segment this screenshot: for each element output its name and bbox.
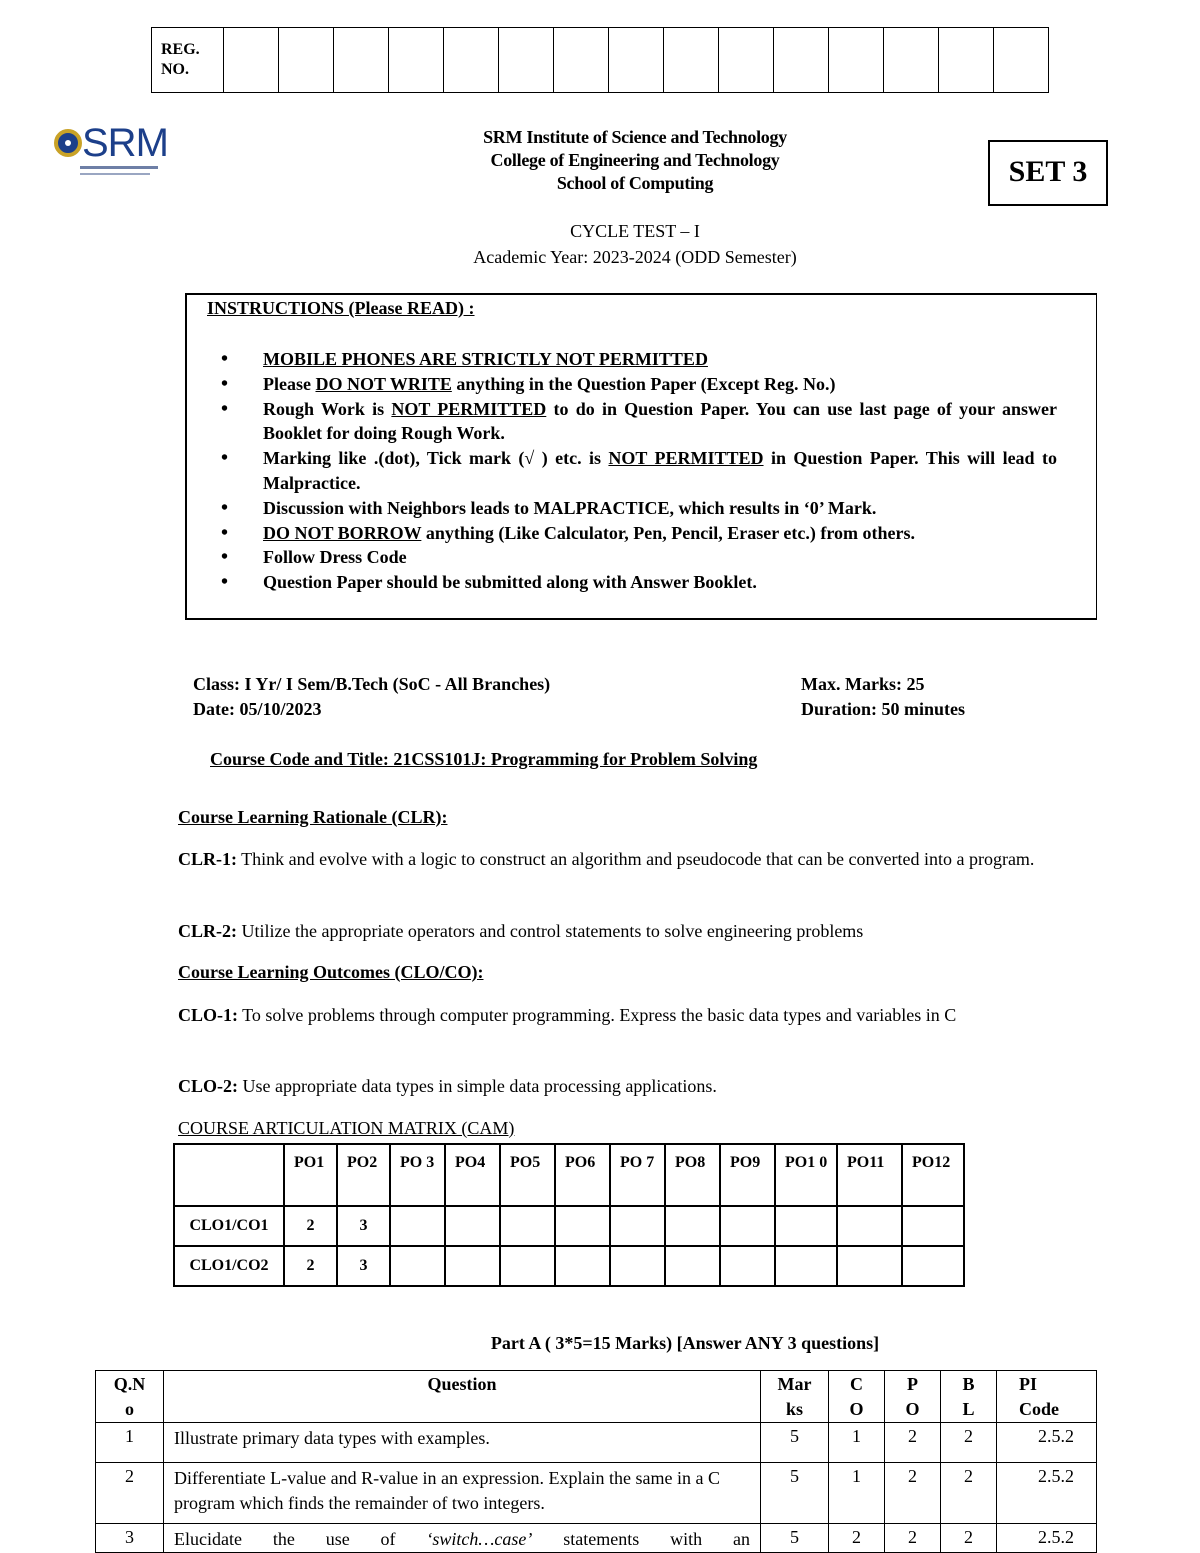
course-title: Course Code and Title: 21CSS101J: Programming for Problem Solving — [210, 749, 758, 769]
cam-cell — [665, 1246, 720, 1286]
reg-no-box — [334, 28, 389, 93]
question-bl: 2 — [941, 1423, 997, 1463]
reg-no-box — [719, 28, 774, 93]
cam-cell — [555, 1246, 610, 1286]
question-bl: 2 — [941, 1524, 997, 1553]
cam-cell — [902, 1206, 964, 1246]
cam-cell — [500, 1206, 555, 1246]
reg-no-box — [389, 28, 444, 93]
cam-header-cell — [284, 1144, 337, 1206]
logo-underline — [80, 166, 158, 169]
clr-1 — [178, 845, 1128, 873]
question-po: 2 — [885, 1463, 941, 1524]
instruction-text: anything (Like Calculator, Pen, Pencil, Eraser etc.) from others. — [421, 522, 915, 543]
question-number: 1 — [96, 1423, 164, 1463]
instruction-item — [187, 397, 1057, 447]
reg-no-box — [884, 28, 939, 93]
instruction-text: to do in Question Paper. You can use last page of your answer Booklet for doing Rough Work. — [263, 398, 1058, 444]
cam-cell — [720, 1206, 775, 1246]
clr-2-text: Utilize the appropriate operators and control statements to solve engineering problems — [237, 921, 864, 941]
cam-cell — [555, 1206, 610, 1246]
cam-cell — [390, 1206, 445, 1246]
cam-cell — [390, 1246, 445, 1286]
question-po: 2 — [885, 1524, 941, 1553]
clr-1-text: Think and evolve with a logic to construct an algorithm and pseudocode that can be converted into a program. — [237, 849, 1035, 869]
question-text — [164, 1524, 761, 1553]
reg-no-box — [774, 28, 829, 93]
cam-cell — [837, 1206, 902, 1246]
part-a-header-cell: Mar ks — [761, 1371, 829, 1423]
clr-heading: Course Learning Rationale (CLR): — [178, 807, 448, 827]
part-a-header-cell: PI Code — [997, 1371, 1097, 1423]
logo-text: SRM — [82, 121, 168, 165]
cam-header-label: PO12 — [912, 1154, 951, 1171]
clo-1-text: To solve problems through computer programming. Express the basic data types and variables in C — [238, 1005, 957, 1025]
question-co: 1 — [829, 1463, 885, 1524]
instruction-text: DO NOT WRITE — [315, 373, 452, 394]
cam-header-cell — [902, 1144, 964, 1206]
cam-header-label: PO5 — [510, 1154, 541, 1171]
cam-header-cell — [500, 1144, 555, 1206]
question-co: 2 — [829, 1524, 885, 1553]
cam-header-cell — [174, 1144, 284, 1206]
cam-cell — [610, 1206, 665, 1246]
question-text: Illustrate primary data types with examples. — [164, 1423, 761, 1463]
cam-header-cell — [555, 1144, 610, 1206]
reg-no-label: REG. NO. — [152, 28, 224, 93]
question-fragment: Elucidate the use of — [174, 1529, 427, 1549]
instruction-text: anything in the Question Paper (Except Reg. No.) — [451, 373, 836, 394]
cam-row-label: CLO1/CO2 — [174, 1246, 284, 1286]
duration: Duration: 50 minutes — [801, 699, 966, 719]
cam-header-label: PO 3 — [400, 1154, 435, 1171]
cam-header-label: PO9 — [730, 1154, 761, 1171]
cam-header-cell — [390, 1144, 445, 1206]
instruction-item — [187, 446, 1057, 496]
question-co: 1 — [829, 1423, 885, 1463]
cam-header-cell — [445, 1144, 500, 1206]
cam-header-label — [175, 1145, 278, 1153]
cam-cell: 2 — [284, 1206, 337, 1246]
set-badge: SET 3 — [988, 140, 1108, 206]
reg-no-box — [444, 28, 499, 93]
instruction-item — [187, 521, 1057, 546]
cam-header-label: PO11 — [847, 1154, 885, 1171]
cam-cell — [720, 1246, 775, 1286]
part-a-header-cell: P O — [885, 1371, 941, 1423]
clr-2-label: CLR-2: — [178, 921, 237, 941]
cam-cell — [902, 1246, 964, 1286]
instructions-list — [187, 347, 1057, 595]
part-a-header-cell: C O — [829, 1371, 885, 1423]
cam-cell — [500, 1246, 555, 1286]
question-row — [96, 1524, 1097, 1553]
exam-date: Date: 05/10/2023 — [193, 699, 322, 719]
institute-name: SRM Institute of Science and Technology — [483, 127, 787, 147]
part-a-header-cell: Q.N o — [96, 1371, 164, 1423]
question-po: 2 — [885, 1423, 941, 1463]
cam-header-label: PO6 — [565, 1154, 596, 1171]
clr-1-label: CLR-1: — [178, 849, 237, 869]
question-number: 2 — [96, 1463, 164, 1524]
instruction-text: Follow Dress Code — [263, 547, 407, 568]
question-text: Differentiate L-value and R-value in an expression. Explain the same in a C program which finds the remainder of two integers. — [164, 1463, 761, 1524]
clo-heading: Course Learning Outcomes (CLO/CO): — [178, 962, 484, 982]
reg-no-box — [224, 28, 279, 93]
reg-no-box — [499, 28, 554, 93]
school-name: School of Computing — [556, 173, 714, 193]
question-marks: 5 — [761, 1524, 829, 1553]
cam-cell — [610, 1246, 665, 1286]
reg-no-box — [994, 28, 1049, 93]
cam-header-label: PO2 — [347, 1154, 378, 1171]
question-bl: 2 — [941, 1463, 997, 1524]
cam-table — [173, 1143, 965, 1287]
cam-header-label: PO1 0 — [785, 1154, 828, 1171]
reg-no-box — [279, 28, 334, 93]
instruction-text: NOT PERMITTED — [391, 398, 547, 419]
cam-cell — [775, 1246, 837, 1286]
cam-row — [174, 1206, 964, 1246]
instruction-item — [187, 570, 1057, 595]
clo-2-text: Use appropriate data types in simple data processing applications. — [238, 1076, 717, 1096]
instruction-text: Please — [263, 373, 316, 394]
cam-header-cell — [837, 1144, 902, 1206]
instruction-text: NOT PERMITTED — [608, 448, 764, 469]
academic-year: Academic Year: 2023-2024 (ODD Semester) — [473, 247, 797, 267]
instruction-text: MOBILE PHONES ARE STRICTLY NOT PERMITTED — [263, 349, 708, 369]
cam-cell: 2 — [284, 1246, 337, 1286]
instructions-box — [185, 293, 1097, 620]
cam-row-label: CLO1/CO1 — [174, 1206, 284, 1246]
clo-2-label: CLO-2: — [178, 1076, 238, 1096]
cam-cell — [445, 1206, 500, 1246]
cam-header-cell — [337, 1144, 390, 1206]
clo-2 — [178, 1072, 1128, 1100]
instructions-title: INSTRUCTIONS (Please READ) : — [207, 298, 475, 318]
question-pi-code: 2.5.2 — [997, 1463, 1097, 1524]
instruction-text: Rough Work is — [263, 398, 392, 419]
question-fragment: statements with an — [532, 1529, 750, 1549]
part-a-table — [95, 1370, 1097, 1553]
cam-header-cell — [665, 1144, 720, 1206]
cam-header-label: PO4 — [455, 1154, 486, 1171]
part-a-header-cell: B L — [941, 1371, 997, 1423]
question-number: 3 — [96, 1524, 164, 1553]
question-marks: 5 — [761, 1463, 829, 1524]
logo-emblem-icon — [54, 129, 82, 157]
question-pi-code: 2.5.2 — [997, 1423, 1097, 1463]
question-pi-code: 2.5.2 — [997, 1524, 1097, 1553]
instruction-item — [187, 372, 1057, 397]
instruction-text: in Question Paper. This will lead to Malpractice. — [263, 448, 1057, 493]
cam-cell — [665, 1206, 720, 1246]
logo-underline-2 — [80, 173, 150, 175]
cam-cell — [775, 1206, 837, 1246]
class-info: Class: I Yr/ I Sem/B.Tech (SoC - All Branches) — [193, 674, 551, 694]
instruction-item — [187, 347, 1057, 372]
reg-no-table — [151, 27, 1049, 93]
cam-row — [174, 1246, 964, 1286]
test-title: CYCLE TEST – I — [570, 221, 700, 241]
part-a-header-cell: Question — [164, 1371, 761, 1423]
part-a-title: Part A ( 3*5=15 Marks) [Answer ANY 3 questions] — [490, 1333, 880, 1353]
max-marks: Max. Marks: 25 — [801, 674, 925, 694]
cam-header-label: PO8 — [675, 1154, 706, 1171]
instruction-text: Marking like .(dot), Tick mark (√ ) etc. is — [263, 448, 609, 469]
reg-no-box — [609, 28, 664, 93]
reg-no-box — [664, 28, 719, 93]
cam-header-cell — [720, 1144, 775, 1206]
instruction-item — [187, 545, 1057, 570]
srm-logo — [52, 121, 168, 179]
clo-1 — [178, 1001, 1008, 1029]
instruction-text: Question Paper should be submitted along with Answer Booklet. — [263, 572, 757, 593]
reg-no-box — [554, 28, 609, 93]
cam-header-cell — [610, 1144, 665, 1206]
cam-heading: COURSE ARTICULATION MATRIX (CAM) — [178, 1118, 515, 1138]
instruction-text: Discussion with Neighbors leads to MALPRACTICE, which results in ‘0’ Mark. — [263, 497, 877, 518]
cam-header-label: PO 7 — [620, 1154, 655, 1171]
cam-header-label: PO1 — [294, 1154, 325, 1171]
cam-header-cell — [775, 1144, 837, 1206]
clo-1-label: CLO-1: — [178, 1005, 238, 1025]
reg-no-box — [939, 28, 994, 93]
question-fragment: ‘switch…case’ — [426, 1529, 533, 1549]
cam-cell — [445, 1246, 500, 1286]
cam-cell: 3 — [337, 1206, 390, 1246]
cam-cell — [837, 1246, 902, 1286]
question-marks: 5 — [761, 1423, 829, 1463]
reg-no-box — [829, 28, 884, 93]
question-row — [96, 1463, 1097, 1524]
clr-2 — [178, 917, 1128, 945]
instruction-item — [187, 496, 1057, 521]
college-name: College of Engineering and Technology — [490, 150, 780, 170]
question-row — [96, 1423, 1097, 1463]
cam-cell: 3 — [337, 1246, 390, 1286]
instruction-text: DO NOT BORROW — [263, 522, 422, 543]
